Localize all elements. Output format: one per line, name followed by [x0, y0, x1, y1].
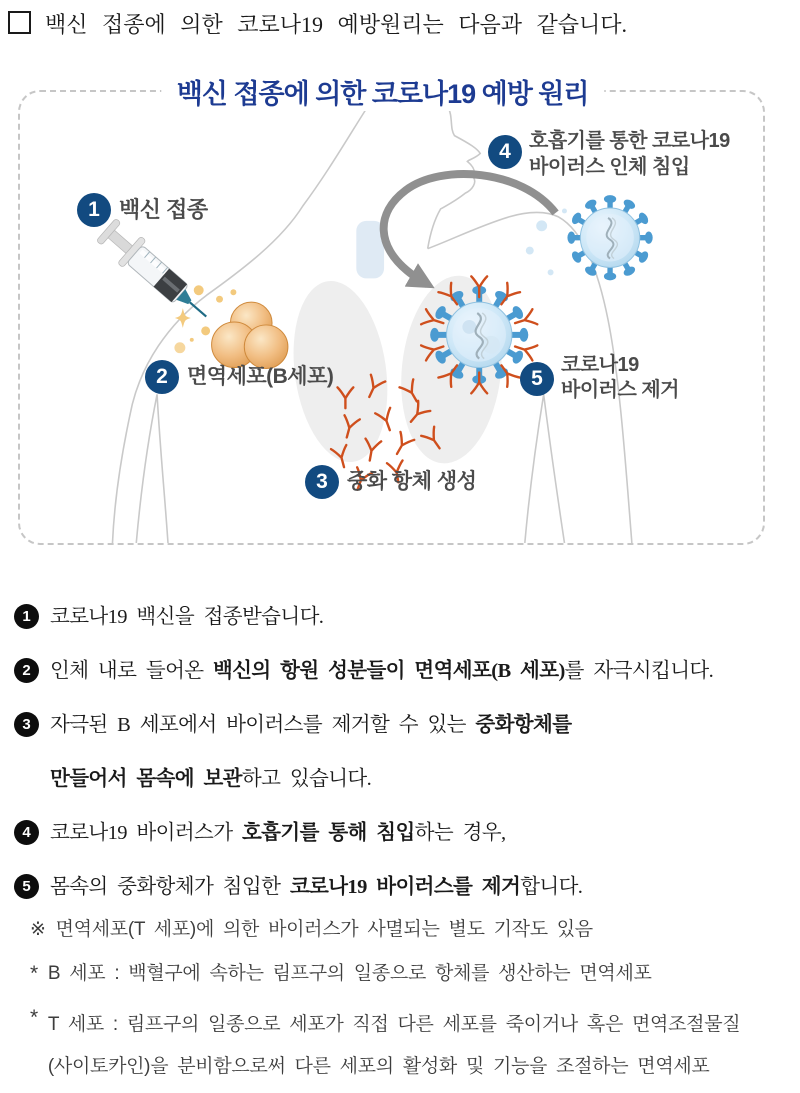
asterisk-mark: *: [30, 962, 38, 985]
immune-cell-icon: [212, 302, 288, 368]
badge-5: [520, 362, 554, 396]
note-text: B 세포 : 백혈구에 속하는 림프구의 일종으로 항체를 생산하는 면역세포: [47, 963, 652, 984]
step-2-text: [50, 644, 713, 698]
label-immune-cell-text: 면역세포(B세포): [187, 365, 334, 388]
step-3-segment: 자극된 B 세포에서 바이러스를 제거할 수 있는: [50, 714, 476, 736]
virus-invading-icon: [567, 195, 652, 280]
badge-5-number: 5: [531, 367, 543, 390]
step-2-marker: 2: [14, 658, 39, 683]
label-vaccination: [119, 196, 208, 223]
steps-list: [14, 590, 798, 914]
badge-1-number: 1: [88, 198, 100, 221]
step-3-marker: 3: [14, 712, 39, 737]
step-5: [14, 860, 798, 914]
label-antibody: [347, 468, 476, 495]
label-removal-line1: 코로나19: [561, 354, 639, 376]
label-vaccination-text: 백신 접종: [119, 197, 208, 222]
syringe-icon: [94, 216, 218, 330]
step-2: [14, 644, 798, 698]
step-3-bold-segment: 중화항체를: [475, 714, 572, 736]
step-3-text: [50, 698, 571, 806]
step-1: [14, 590, 798, 644]
label-immune-cell: [187, 363, 333, 390]
step-3-bold-segment-2: 만들어서 몸속에 보관: [50, 768, 242, 790]
label-antibody-text: 중화 항체 생성: [347, 470, 477, 493]
note-text: 면역세포(T 세포)에 의한 바이러스가 사멸되는 별도 기작도 있음: [55, 919, 593, 940]
note-text: [48, 1004, 740, 1088]
note-t-cell-line2: (사이토카인)을 분비함으로써 다른 세포의 활성화 및 기능을 조절하는 면역세포: [47, 1056, 710, 1077]
footnotes: [30, 916, 792, 1093]
step-4-text: [50, 806, 506, 860]
step-2-segment-end: 를 자극시킵니다.: [564, 660, 714, 682]
note-t-cell-mechanism: [30, 916, 792, 944]
step-3: [14, 698, 798, 806]
label-invasion-line2: 바이러스 인체 침입: [529, 156, 690, 178]
badge-4: [488, 135, 522, 169]
step-2-segment: 인체 내로 들어온: [50, 660, 213, 682]
step-4-segment-end: 하는 경우,: [414, 822, 506, 844]
badge-4-number: 4: [499, 140, 511, 163]
badge-3-number: 3: [316, 470, 328, 493]
badge-3: [305, 465, 339, 499]
step-5-text: [50, 860, 582, 914]
label-invasion: [529, 128, 730, 180]
step-1-text: [50, 590, 323, 644]
label-removal-line2: 바이러스 제거: [561, 379, 679, 401]
header-line: [8, 8, 788, 39]
step-4-marker: 4: [14, 820, 39, 845]
step-1-marker: 1: [14, 604, 39, 629]
note-b-cell: [30, 960, 792, 988]
note-t-cell: [30, 1004, 792, 1088]
step-5-segment: 몸속의 중화항체가 침입한: [50, 876, 290, 898]
badge-1: [77, 193, 111, 227]
step-5-marker: 5: [14, 874, 39, 899]
badge-2-number: 2: [156, 365, 168, 388]
step-4: [14, 806, 798, 860]
label-removal: [561, 353, 679, 403]
reference-mark: ※: [30, 919, 46, 940]
header-text: 백신 접종에 의한 코로나19 예방원리는 다음과 같습니다.: [45, 12, 628, 37]
label-invasion-line1: 호흡기를 통한 코로나19: [529, 130, 730, 152]
step-3-segment-end: 하고 있습니다.: [241, 768, 372, 790]
step-5-segment-end: 합니다.: [520, 876, 583, 898]
note-t-cell-line1: T 세포 : 림프구의 일종으로 세포가 직접 다른 세포를 죽이거나 혹은 면역조절물질: [47, 1014, 741, 1035]
step-5-bold-segment: 코로나19 바이러스를 제거: [289, 876, 521, 898]
diagram-title: 백신 접종에 의한 코로나19 예방 원리: [161, 72, 605, 111]
square-bullet-icon: [8, 11, 31, 34]
step-2-bold-segment: 백신의 항원 성분들이 면역세포(B 세포): [213, 660, 565, 682]
asterisk-mark: *: [30, 1006, 38, 1029]
step-4-segment: 코로나19 바이러스가: [50, 822, 242, 844]
badge-2: [145, 360, 179, 394]
step-1-segment: 코로나19 백신을 접종받습니다.: [50, 606, 324, 628]
diagram: [18, 79, 765, 545]
step-4-bold-segment: 호흡기를 통해 침입: [241, 822, 415, 844]
